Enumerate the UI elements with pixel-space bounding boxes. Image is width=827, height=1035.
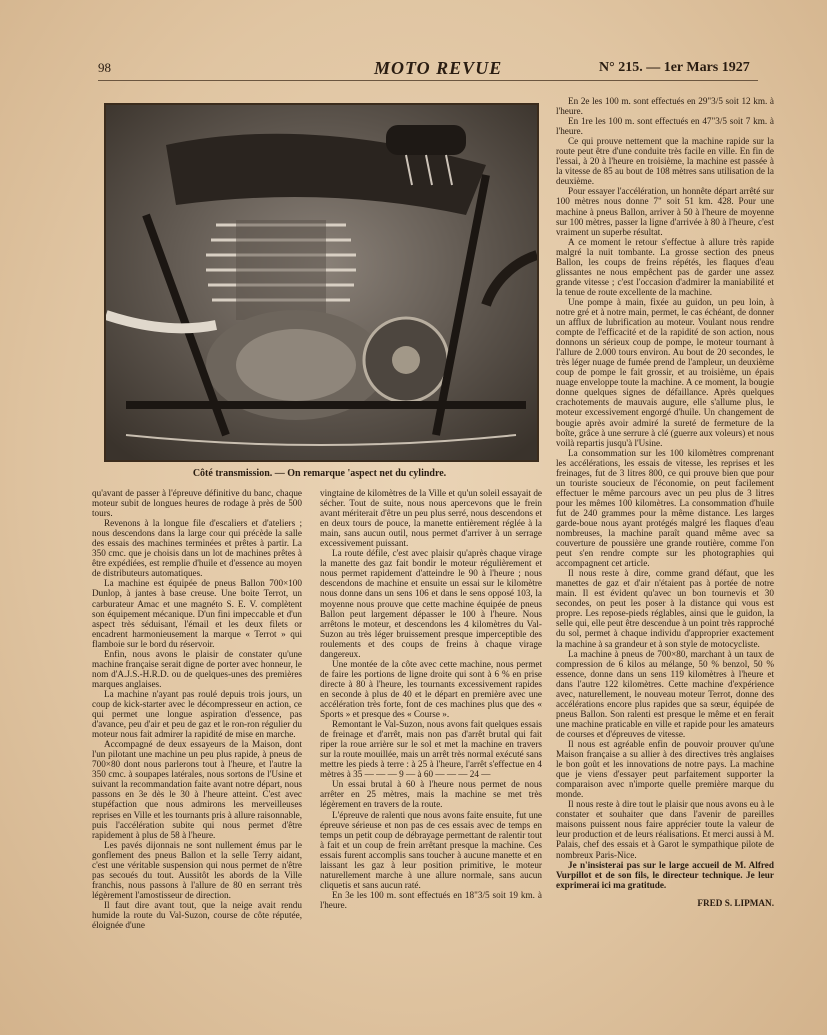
col2-paragraph: En 3e les 100 m. sont effectués en 18"3/5 soit 19 km. à l'heure. bbox=[320, 889, 542, 910]
col2-paragraph: L'épreuve de ralenti que nous avons faite ensuite, fut une épreuve sérieuse et non pas de ces essais avec de temps en temps un petit coup de débrayage permettant de ralentir tout à fait et un coup de frein arrêtant presque la machine. Ces essais furent accomplis sans toucher à aucune manette et en laissant les gaz à leur position primitive, le moteur naturellement marche à une allure normale, sans aucun cliquetis et sans aucun raté. bbox=[320, 809, 542, 890]
motorcycle-engine-illustration bbox=[106, 105, 537, 460]
issue-date: N° 215. — 1er Mars 1927 bbox=[599, 60, 750, 75]
col3-paragraph: Pour essayer l'accélération, un honnête départ arrêté sur 100 mètres nous donne 7" soit 51 km. 428. Pour une machine à pneus Ballon, arriver à 50 à l'heure de moyenne sur 100 mètres, passer la ligne d'arrivée à 80 à l'heure, c'est vraiment un superbe résultat. bbox=[556, 186, 774, 237]
col2-paragraph: Remontant le Val-Suzon, nous avons fait quelques essais de freinage et d'arrêt, mais non pas d'arrêt brutal qui fait riper la roue arrière sur le sol et met la machine en travers sur la route mouillée, mais un arrêt très normal exécuté sans mettre les pieds à terre : à 25 à l'heure, l'arrêt s'effectue en 4 mètres à 35 — — — 9 — à 60 — — — 24 — bbox=[320, 719, 542, 780]
col2-paragraph: vingtaine de kilomètres de la Ville et qu'un soleil essayait de sécher. Tout de suite, nous nous apercevons que le frein avant mériterait d'être un peu plus serré, nous descendons et en deux tours de pouce, la manette entièrement réglée à la main, sans aucun outil, nous permet d'arriver à un serrage excessivement puissant. bbox=[320, 488, 542, 549]
col1-paragraph: Enfin, nous avons le plaisir de constater qu'une machine française serait digne de porter avec honneur, le nom d'A.J.S.-H.R.D. ou de quelques-unes des premières marques anglaises. bbox=[92, 648, 302, 689]
page-number: 98 bbox=[98, 60, 111, 75]
column-1 bbox=[92, 488, 302, 998]
header-rule bbox=[98, 80, 758, 81]
col1-paragraph: La machine est équipée de pneus Ballon 700×100 Dunlop, à jantes à base creuse. Une boite Terrot, un carburateur Amac et une magnéto S. E. V. complètent son équipement mécanique. D'un fini impeccable et d'un aspect très séduisant, l'émail et les deux filets or encadrent harmonieusement la marque « Terrot » qui flamboie sur le bord du réservoir. bbox=[92, 578, 302, 649]
col3-paragraph: La machine à pneus de 700×80, marchant à un taux de compression de 6 kilos au mélange, 50 % benzol, 50 % essence, donne dans un sens 119 kilomètres à l'heure et dans l'autre 122 kilomètres. Cette machine d'expérience avec, naturellement, le nouveau moteur Terrot, donne des accélérations encore plus rapides que sa sœur, équipée de pneus Ballon. Son ralenti est presque le même et en ferait une machine praticable en ville et rapide pour les amateurs de courses et d'épreuves de vitesse. bbox=[556, 648, 774, 739]
col3-paragraph: Ce qui prouve nettement que la machine rapide sur la route peut être d'une conduite très facile en ville. En fin de l'essai, à 20 à l'heure en troisième, la machine est passée à la vitesse de 85 au bout de 108 mètres sans utilisation de la deuxième. bbox=[556, 136, 774, 187]
col2-paragraph: Une montée de la côte avec cette machine, nous permet de faire les portions de ligne droite qui sont à 6 % en prise directe à 80 à l'heure, les tournants excessivement rapides en seconde à plus de 40 et le départ en première avec une accélération très forte, font de ces machines plus que des « Sports » et presque des « Course ». bbox=[320, 658, 542, 720]
col1-paragraph: qu'avant de passer à l'épreuve définitive du banc, chaque moteur subit de longues heures de rodage à près de 500 tours. bbox=[92, 488, 302, 519]
col2-paragraph: Un essai brutal à 60 à l'heure nous permet de nous arrêter en 25 mètres, mais la machine se met très légèrement en travers de la route. bbox=[320, 779, 542, 810]
col2-paragraph: La route défile, c'est avec plaisir qu'après chaque virage la manette des gaz fait bondir le moteur régulièrement et nous permet rapidement d'atteindre le 90 à l'heure ; nous descendons de machine et ensuite un essai sur le kilomètre nous donne dans un sens 106 et dans le sens opposé 103, la moyenne nous prouve que cette machine équipée de pneus Ballon peut largement dépasser le 100 à l'heure. Nous arrêtons le moteur, et descendons les 4 kilomètres du Val-Suzon au très léger bruissement presque imperceptible des roulements et des coups de freins à chaque virage dangereux. bbox=[320, 548, 542, 659]
page-header bbox=[0, 58, 827, 80]
col1-paragraph: Il faut dire avant tout, que la neige avait rendu humide la route du Val-Suzon, course de côte réputée, éloignée d'une bbox=[92, 899, 302, 931]
col3-paragraph: A ce moment le retour s'effectue à allure très rapide malgré la nuit tombante. La grosse section des pneus Ballon, les coups de freins répétés, les flaques d'eau glissantes ne nous empêchent pas de garder une assez grande vitesse ; c'est l'occasion d'admirer la maniabilité et la tenue de route excellente de la machine. bbox=[556, 236, 774, 297]
col1-paragraph: Accompagné de deux essayeurs de la Maison, dont l'un pilotant une machine un peu plus rapide, à pneus de 700×80 dont nous parlerons tout à l'heure, et l'autre la 350 cmc. à soupapes latérales, nous sortons de l'Usine et suivant la recommandation faite avant notre départ, nous passons en 3e dès le 30 à l'heure atteint. C'est avec stupéfaction que nous admirons les merveilleuses reprises en Ville et les tournants pris à allure raisonnable, puis l'accélération subite qui nous permet d'être rapidement à plus de 58 à l'heure. bbox=[92, 739, 303, 840]
col1-paragraph: Revenons à la longue file d'escaliers et d'ateliers ; nous descendons dans la large cour qui précède la salle des essais des machines terminées et prêtes à partir. La 350 cmc. que je choisis dans un lot de machines prêtes à être expédiées, est remplie d'huile et d'essence au moyen de distributeurs automatiques. bbox=[92, 518, 302, 579]
column-2 bbox=[320, 488, 542, 998]
col3-paragraph: Je n'insisterai pas sur le large accueil de M. Alfred Vurpillot et de son fils, le directeur technique. Je leur exprimerai ici ma gratitude. bbox=[556, 859, 774, 890]
col3-paragraph: Il nous est agréable enfin de pouvoir prouver qu'une Maison française a su allier à des directives très anglaises le bon goût et les innovations de notre pays. La machine que je viens d'essayer peut parfaitement supporter la comparaison avec n'importe quelle première marque du monde. bbox=[556, 739, 774, 800]
col3-paragraph: En 1re les 100 m. sont effectués en 47"3/5 soit 7 km. à l'heure. bbox=[556, 116, 774, 137]
motorcycle-photo bbox=[104, 103, 539, 462]
masthead-title: MOTO REVUE bbox=[374, 58, 503, 78]
photo-caption: Côté transmission. — On remarque 'aspect net du cylindre. bbox=[192, 468, 447, 479]
author-signature: FRED S. LIPMAN. bbox=[697, 897, 774, 908]
col3-paragraph: Il nous reste à dire, comme grand défaut, que les manettes de gaz et d'air n'étaient pas à portée de notre main. Il est évident qu'avec un bon tournevis et 30 secondes, on peut les poser à la distance qui vous est propre. Les repose-pieds réglables, ainsi que le guidon, la selle qui, elle peut être descendue à un point très rapproché du sol, permet à chaque individu d'approprier exactement la machine à sa grandeur et à son style de motocycliste. bbox=[556, 568, 774, 649]
col3-paragraph: Il nous reste à dire tout le plaisir que nous avons eu à le constater et souhaiter que dans l'avenir de pareilles maisons puissent nous faire apprécier toute la valeur de leur production et de leurs réalisations. Et merci aussi à M. Palais, chef des essais et à Garot le sympathique pilote de nombreux Paris-Nice. bbox=[556, 799, 774, 860]
col3-paragraph: Une pompe à main, fixée au guidon, un peu loin, à notre gré et à notre main, permet, le cas échéant, de donner un afflux de lubrification au moteur. Voulant nous rendre compte de l'efficacité et de la rapidité de son action, nous donnons un sérieux coup de pompe, le moteur tournant à l'allure de 2.000 tours environ. Au bout de 20 secondes, le très léger nuage de fumée prend de l'ampleur, un deuxième coup de pompe le fait grossir, et au troisième, un épais nuage enveloppe toute la machine. A ce moment, la bougie donne quelques signes de défaillance. Après quelques crachotements de mauvais augure, elle s'allume plus, le moteur excessivement engorgé d'huile. Un changement de bougie après avoir admiré la sureté de fermeture de la boîte, grâce à une serrure à clé (guerre aux voleurs) et nous voilà repartis jusqu'à l'Usine. bbox=[556, 296, 774, 448]
column-3 bbox=[556, 96, 774, 1016]
col1-paragraph: Les pavés dijonnais ne sont nullement émus par le gonflement des pneus Ballon et la selle Terry aidant, c'est une véritable suspension qui nous permet de n'être pas secoués du tout. Aussitôt les abords de la Ville franchis, nous passons à l'allure de 80 en serrant très légèrement l'amostisseur de direction. bbox=[92, 839, 302, 900]
col1-paragraph: La machine n'ayant pas roulé depuis trois jours, un coup de kick-starter avec le décompresseur en action, ce qui permet une longue aspiration d'essence, pas d'avance, peu d'air et peu de gaz et le ron-ron régulier du moteur nous fait admirer la rapidité de mise en marche. bbox=[92, 688, 302, 740]
col3-paragraph: En 2e les 100 m. sont effectués en 29"3/5 soit 12 km. à l'heure. bbox=[556, 96, 774, 117]
col3-paragraph: La consommation sur les 100 kilomètres comprenant les accélérations, les essais de vitesse, les reprises et les freinages, fut de 3 litres 800, ce qui prouve bien que pour un touriste soucieux de l'économie, on peut facilement effectuer le même parcours avec un peu plus de 3 litres pour les mêmes 100 kilomètres. La consommation d'huile fut de 240 grammes pour la même distance. Les larges garde-boue nous ayant protégés malgré les flaques d'eau nombreuses, la machine paraît quand même avec sa couverture de poussière une grande routière, comme l'on peut s'en rendre compte sur les photographies qui accompagnent cet article. bbox=[556, 447, 774, 569]
